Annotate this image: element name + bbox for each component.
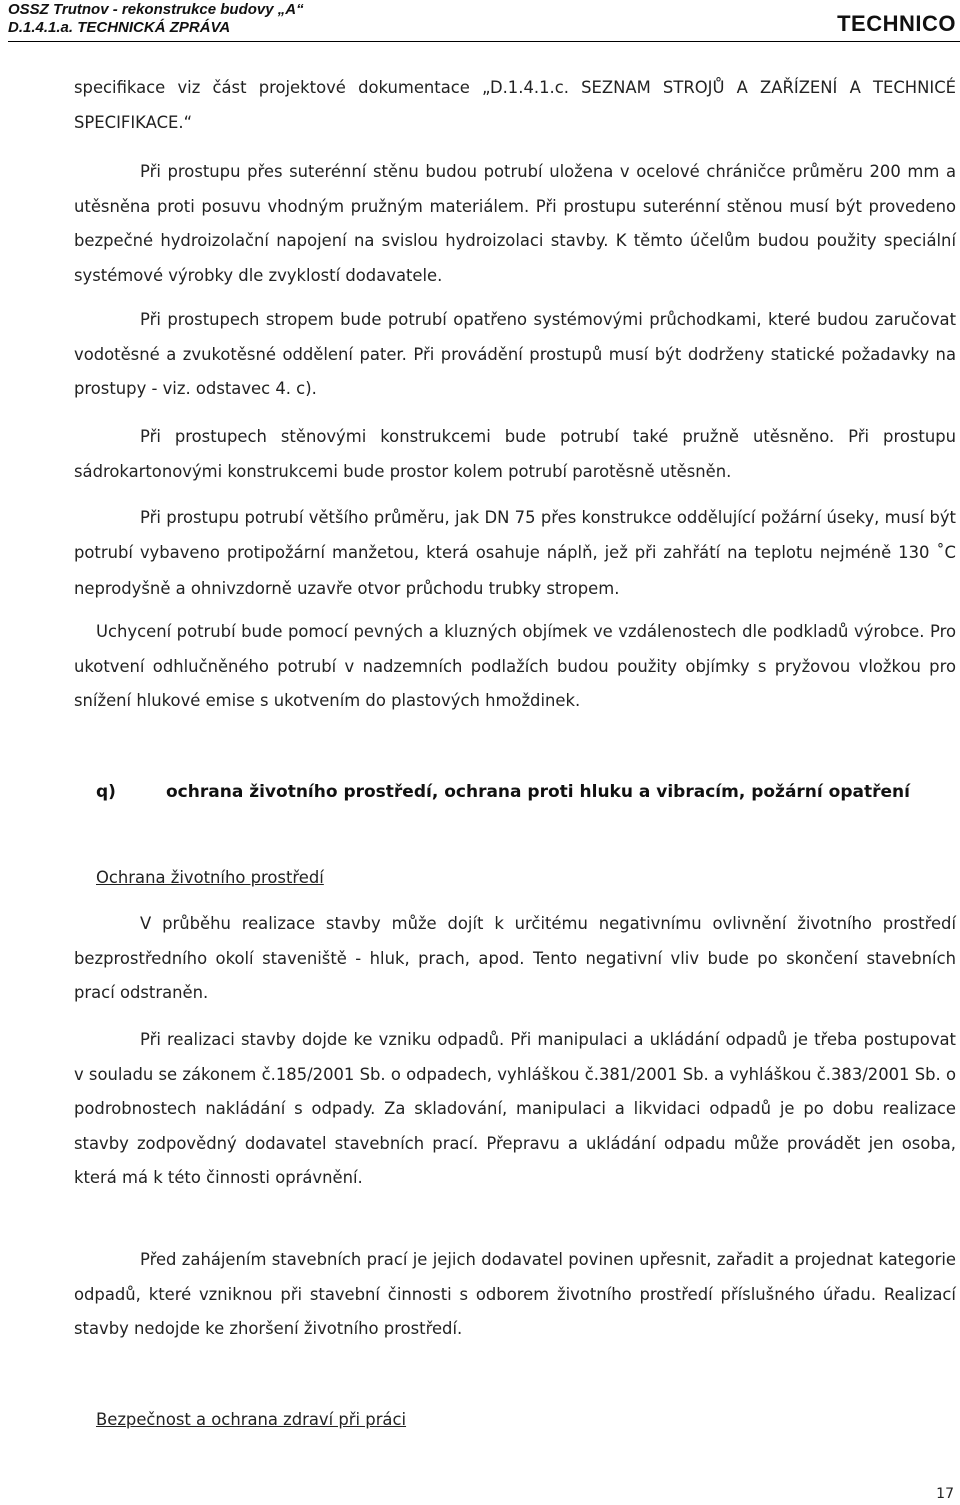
paragraph-pipe-mounting: Uchycení potrubí bude pomocí pevných a kluzných objímek ve vzdálenostech dle podkladů výrobce. Pro ukotvení odhlučněného potrubí v nadzemních podlažích budou použity objímky s pryžovou vložkou pro snížení hlukové emise s ukotvením do plastových hmoždinek. bbox=[74, 622, 956, 710]
paragraph-environment-impact: V průběhu realizace stavby může dojít k určitému negativnímu ovlivnění životního prostředí bezprostředního okolí staveniště - hluk, prach, apod. Tento negativní vliv bude po skončení stavebních prací odstraněn. bbox=[74, 914, 956, 1002]
section-title: ochrana životního prostředí, ochrana proti hluku a vibracím, požární opatření bbox=[166, 782, 910, 802]
paragraph-wall-penetration: Při prostupech stěnovými konstrukcemi bude potrubí také pružně utěsněno. Při prostupu sádrokartonovými konstrukcemi bude prostor kolem potrubí parotěsně utěsněn. bbox=[74, 427, 956, 481]
subheading-environment: Ochrana životního prostředí bbox=[96, 868, 324, 887]
paragraph-waste: Při realizaci stavby dojde ke vzniku odpadů. Při manipulaci a ukládání odpadů je třeba postupovat v souladu se zákonem č.185/2001 Sb. o odpadech, vyhláškou č.381/2001 Sb. a vyhláškou č.383/2001 Sb. o podrobnostech nakládání s odpady. Za skladování, manipulaci a likvidaci odpadů je po dobu realizace stavby zodpovědný dodavatel stavebních prací. Přepravu a ukládání odpadu může provádět jen osoba, která má k této činnosti oprávnění. bbox=[74, 1030, 956, 1187]
paragraph-spec-reference: specifikace viz část projektové dokumentace „D.1.4.1.c. SEZNAM STROJŮ A ZAŘÍZENÍ A TECHNICÉ SPECIFIKACE.“ bbox=[74, 78, 956, 132]
company-logo: TECHNICO bbox=[837, 11, 956, 36]
paragraph-basement-wall: Při prostupu přes suterénní stěnu budou potrubí uložena v ocelové chráničce průměru 200 mm a utěsněna proti posuvu vhodným pružným materiálem. Při prostupu suterénní stěnou musí být provedeno bezpečné hydroizolační napojení na svislou hydroizolaci stavby. K těmto účelům budou použity speciální systémové výrobky dle zvyklostí dodavatele. bbox=[74, 162, 956, 285]
section-letter: q) bbox=[96, 782, 116, 802]
section-heading-q bbox=[96, 782, 910, 802]
header-project-title: OSSZ Trutnov - rekonstrukce budovy „A“ bbox=[8, 1, 304, 18]
subheading-safety: Bezpečnost a ochrana zdraví při práci bbox=[96, 1410, 407, 1429]
paragraph-ceiling-penetration: Při prostupech stropem bude potrubí opatřeno systémovými průchodkami, které budou zaručovat vodotěsné a zvukotěsné oddělení pater. Při provádění prostupů musí být dodrženy statické požadavky na prostupy - viz. odstavec 4. c). bbox=[74, 310, 956, 398]
paragraph-waste-categories: Před zahájením stavebních prací je jejich dodavatel povinen upřesnit, zařadit a projednat kategorie odpadů, které vzniknou při stavební činnosti s odborem životního prostředí příslušného úřadu. Realizací stavby nedojde ke zhoršení životního prostředí. bbox=[74, 1250, 956, 1338]
header-divider bbox=[8, 41, 960, 42]
header-document-title: D.1.4.1.a. TECHNICKÁ ZPRÁVA bbox=[8, 19, 231, 36]
page-header bbox=[8, 0, 960, 44]
page-number: 17 bbox=[936, 1486, 954, 1502]
paragraph-fire-sleeve: Při prostupu potrubí většího průměru, jak DN 75 přes konstrukce oddělující požární úseky, musí být potrubí vybaveno protipožární manžetou, která osahuje náplň, jež při zahřátí na teplotu nejméně 130 ˚C neprodyšně a ohnivzdorně uzavře otvor průchodu trubky stropem. bbox=[74, 508, 956, 598]
